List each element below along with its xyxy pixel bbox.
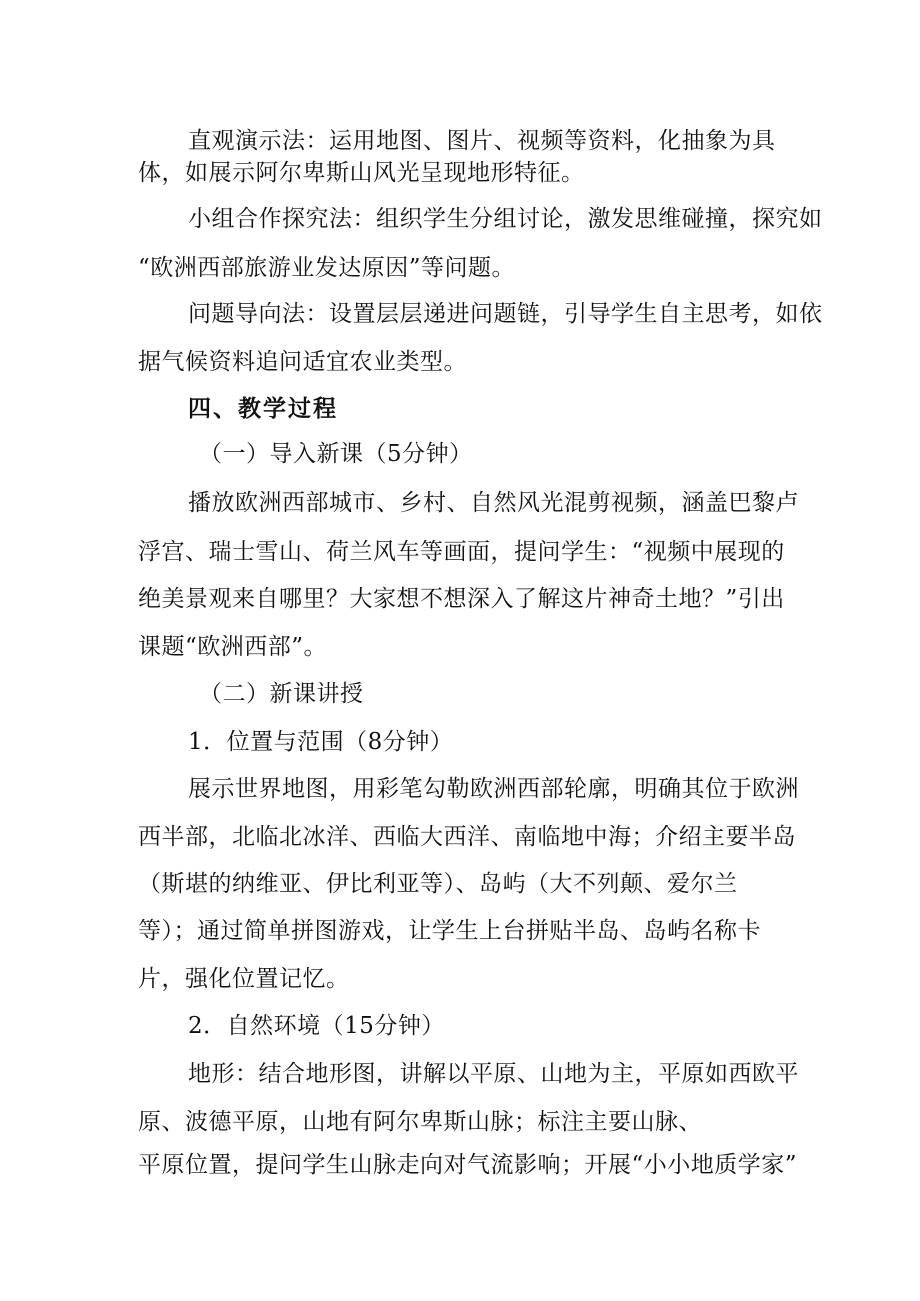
item-heading: 2．自然环境（15分钟）	[188, 1013, 445, 1039]
paragraph-line: 体，如展示阿尔卑斯山风光呈现地形特征。	[138, 160, 585, 186]
paragraph-line: 播放欧洲西部城市、乡村、自然风光混剪视频，涵盖巴黎卢	[188, 490, 799, 516]
paragraph-line: 问题导向法：设置层层递进问题链，引导学生自主思考，如依	[188, 301, 823, 327]
paragraph-line: （斯堪的纳维亚、伊比利亚等）、岛屿（大不列颠、爱尔兰	[138, 871, 738, 897]
paragraph-line: 西半部，北临北冰洋、西临大西洋、南临地中海；介绍主要半岛	[138, 824, 796, 850]
paragraph-line: 展示世界地图，用彩笔勾勒欧洲西部轮廓，明确其位于欧洲	[188, 776, 799, 802]
subsection-heading: （一）导入新课（5分钟）	[199, 441, 473, 467]
paragraph-line: 平原位置，提问学生山脉走向对气流影响；开展“小小地质学家”	[138, 1152, 798, 1178]
paragraph-line: 原、波德平原，山地有阿尔卑斯山脉；标注主要山脉、	[138, 1109, 702, 1135]
paragraph-line: 直观演示法：运用地图、图片、视频等资料，化抽象为具	[188, 128, 776, 154]
paragraph-line: 课题“欧洲西部”。	[138, 634, 328, 660]
paragraph-line: 据气候资料追问适宜农业类型。	[138, 349, 467, 375]
paragraph-line: “欧洲西部旅游业发达原因”等问题。	[138, 255, 516, 281]
section-heading: 四、教学过程	[188, 396, 338, 422]
paragraph-line: 等）；通过简单拼图游戏，让学生上台拼贴半岛、岛屿名称卡	[138, 918, 761, 944]
subsection-heading: （二）新课讲授	[199, 681, 364, 707]
paragraph-line: 小组合作探究法：组织学生分组讨论，激发思维碰撞，探究如	[188, 206, 823, 232]
paragraph-line: 绝美景观来自哪里？大家想不想深入了解这片神奇土地？”引出	[138, 586, 785, 612]
paragraph-line: 浮宫、瑞士雪山、荷兰风车等画面，提问学生：“视频中展现的	[138, 539, 785, 565]
paragraph-line: 片，强化位置记忆。	[138, 966, 350, 992]
item-heading: 1．位置与范围（8分钟）	[188, 729, 454, 755]
paragraph-line: 地形：结合地形图，讲解以平原、山地为主，平原如西欧平	[188, 1061, 799, 1087]
